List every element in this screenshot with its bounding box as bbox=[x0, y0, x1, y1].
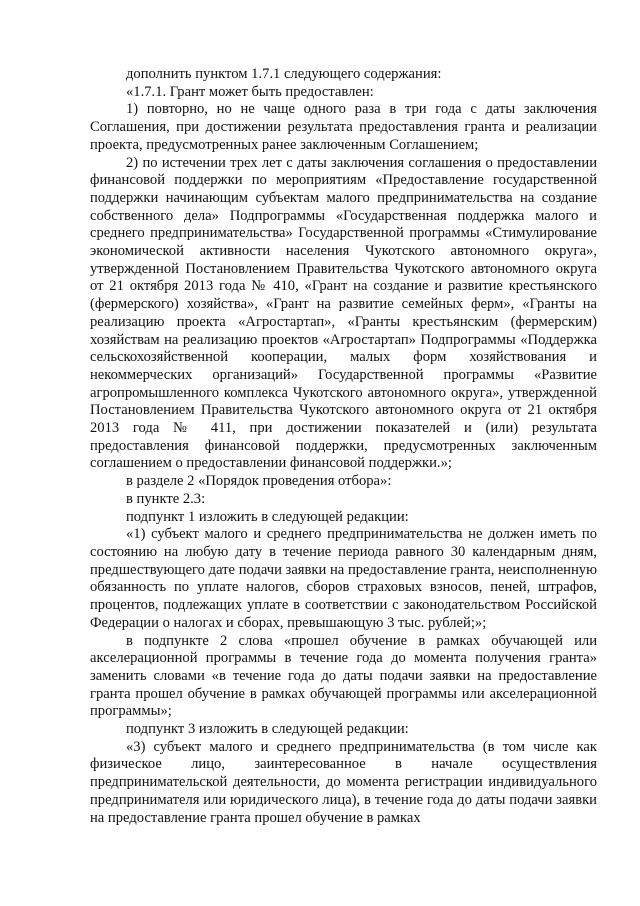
document-body bbox=[90, 66, 597, 827]
paragraph-5: в разделе 2 «Порядок проведения отбора»: bbox=[126, 473, 392, 490]
paragraph-4: 2) по истечении трех лет с даты заключения соглашения о предоставлении финансовой поддержки по мероприятиям «Предоставление государственной поддержки начинающим субъектам малого предпринимательства на создание собственного дела» Подпрограммы «Государственная поддержка малого и среднего предпринимательства» Государственной программы «Стимулирование экономической активности населения Чукотского автономного округа», утвержденной Постановлением Правительства Чукотского автономного округа от 21 октября 2013 года № 410, «Грант на создание и развитие крестьянского (фермерского) хозяйства», «Грант на развитие семейных ферм», «Гранты на реализацию проекта «Агростартап», «Гранты крестьянским (фермерским) хозяйствам на реализацию проектов «Агростартап» Подпрограммы «Поддержка сельскохозяйственной кооперации, малых форм хозяйствования и некоммерческих организаций» Государственной программы «Развитие агропромышленного комплекса Чукотского автономного округа», утвержденной Постановлением Правительства Чукотского автономного округа от 21 октября 2013 года № 411, при достижении показателей и (или) результата предоставления финансовой поддержки, предусмотренных заключенным соглашением о предоставлении финансовой поддержки.»; bbox=[90, 154, 597, 472]
paragraph-3: 1) повторно, но не чаще одного раза в три года с даты заключения Соглашения, при достижении результата предоставления гранта и реализации проекта, предусмотренных ранее заключенным Соглашением; bbox=[90, 101, 597, 153]
paragraph-1: дополнить пунктом 1.7.1 следующего содержания: bbox=[126, 66, 442, 82]
paragraph-11: «3) субъект малого и среднего предпринимательства (в том числе как физическое лицо, заинтересованное в начале осуществления предпринимательской деятельности, до момента регистрации индивидуального предпринимателя или юридического лица), в течение года до даты подачи заявки на предоставление гранта прошел обучение в рамках bbox=[90, 738, 597, 826]
paragraph-8: «1) субъект малого и среднего предпринимательства не должен иметь по состоянию на любую дату в течение периода равного 30 календарным дням, предшествующего дате подачи заявки на предоставление гранта, неисполненную обязанность по уплате налогов, сборов страховых взносов, пеней, штрафов, процентов, подлежащих уплате в соответствии с законодательством Российской Федерации о налогах и сборах, превышающую 3 тыс. рублей;»; bbox=[90, 526, 597, 631]
paragraph-2: «1.7.1. Грант может быть предоставлен: bbox=[126, 83, 374, 100]
paragraph-10: подпункт 3 изложить в следующей редакции: bbox=[126, 721, 409, 738]
paragraph-9: в подпункте 2 слова «прошел обучение в рамках обучающей или акселерационной программы в течение года до момента получения гранта» заменить словами «в течение года до даты подачи заявки на предоставление гранта прошел обучение в рамках обучающей программы или акселерационной программы»; bbox=[90, 632, 597, 720]
paragraph-6: в пункте 2.3: bbox=[126, 490, 206, 507]
paragraph-7: подпункт 1 изложить в следующей редакции: bbox=[126, 508, 409, 525]
